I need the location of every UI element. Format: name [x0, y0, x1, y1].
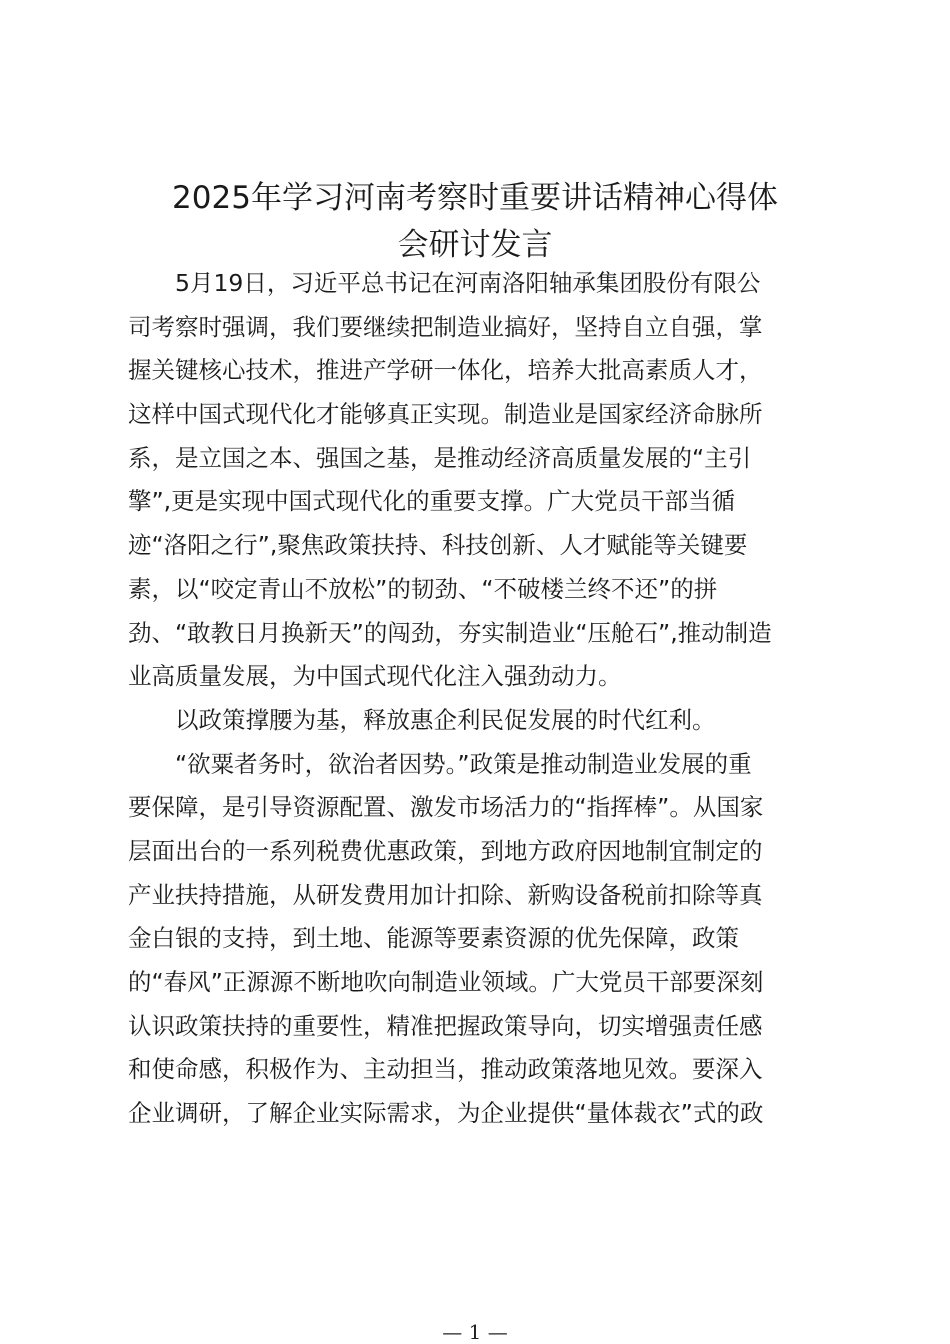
text-line: “欲粟者务时，欲治者因势。”政策是推动制造业发展的重: [175, 749, 752, 778]
page-number: — 1 —: [442, 1320, 508, 1344]
section-heading: 以政策撑腰为基，释放惠企利民促发展的时代红利。: [175, 705, 716, 734]
text-line: 层面出台的一系列税费优惠政策，到地方政府因地制宜制定的: [128, 836, 763, 865]
document-title-line-2: 会研讨发言: [397, 227, 553, 263]
text-line: 擎”,更是实现中国式现代化的重要支撑。广大党员干部当循: [128, 487, 736, 516]
text-line: 5月19日，习近平总书记在河南洛阳轴承集团股份有限公: [175, 269, 761, 297]
text-line: 素，以“咬定青山不放松”的韧劲、“不破楼兰终不还”的拼: [128, 574, 718, 603]
text-line: 这样中国式现代化才能够真正实现。制造业是国家经济命脉所: [128, 400, 763, 429]
text-line: 和使命感，积极作为、主动担当，推动政策落地见效。要深入: [128, 1055, 763, 1084]
text-line: 的“春风”正源源不断地吹向制造业领域。广大党员干部要深刻: [128, 968, 764, 996]
text-line: 要保障，是引导资源配置、激发市场活力的“指挥棒”。从国家: [128, 793, 764, 822]
document-title-line-1: 2025年学习河南考察时重要讲话精神心得体: [172, 180, 778, 216]
text-line: 认识政策扶持的重要性，精准把握政策导向，切实增强责任感: [128, 1011, 763, 1040]
text-line: 系，是立国之本、强国之基，是推动经济高质量发展的“主引: [128, 443, 752, 472]
text-line: 迹“洛阳之行”,聚焦政策扶持、科技创新、人才赋能等关键要: [128, 531, 748, 560]
text-line: 劲、“敢教日月换新天”的闯劲，夯实制造业“压舱石”,推动制造: [128, 618, 772, 647]
text-line: 业高质量发展，为中国式现代化注入强劲动力。: [128, 662, 622, 691]
text-line: 司考察时强调，我们要继续把制造业搞好，坚持自立自强，掌: [128, 312, 763, 341]
text-line: 产业扶持措施，从研发费用加计扣除、新购设备税前扣除等真: [128, 880, 763, 909]
document-body: [128, 262, 828, 1136]
text-line: 金白银的支持，到土地、能源等要素资源的优先保障，政策: [128, 924, 739, 953]
text-line: 握关键核心技术，推进产学研一体化，培养大批高素质人才，: [128, 356, 763, 385]
text-line: 企业调研，了解企业实际需求，为企业提供“量体裁衣”式的政: [128, 1099, 764, 1128]
